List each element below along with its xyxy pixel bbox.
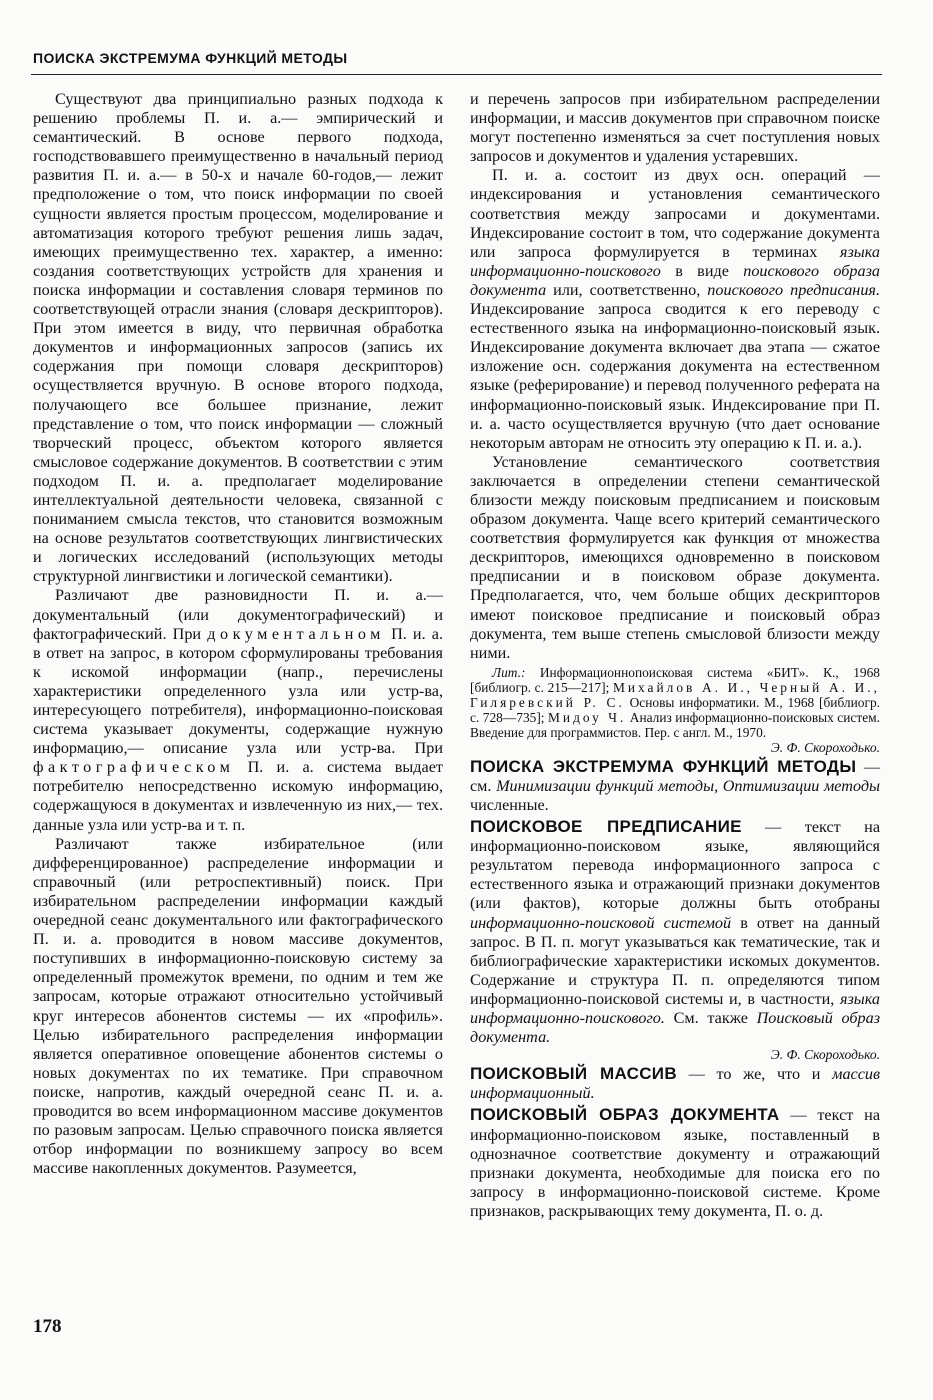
entry-heading: ПОИСКА ЭКСТРЕМУМА ФУНКЦИЙ МЕТОДЫ <box>470 756 857 776</box>
link-term-prescription: поискового предписания. <box>707 280 880 299</box>
entry-heading: ПОИСКОВЫЙ МАССИВ <box>470 1064 677 1084</box>
paragraph-semantic-match: Установление семантического соответствия заключается в определении степени семантической близости между поисковым предписанием и поисковым образом документа. Чаще всего критерий семантического соответствия формулируется как функция от множества дескрипторов, имеющихся одновременно в поисковом предписании и в поисковом образе документа. Предполагается, что, чем больше общих дескрипторов имеют поисковое предписание и поисковый образ документа, тем выше степень смысловой близости между ними. <box>470 452 880 662</box>
paragraph-continuation: и перечень запросов при избирательном распределении информации, и массив документов при справочном поиске могут постепенно изменяться за счет поступления новых запросов и документов и удаления устаревших. <box>470 90 880 166</box>
header-rule <box>31 74 882 75</box>
left-column <box>33 90 443 1178</box>
entry-heading: ПОИСКОВОЕ ПРЕДПИСАНИЕ <box>470 817 742 837</box>
entry-search-prescription: ПОИСКОВОЕ ПРЕДПИСАНИЕ — текст на информационно-поисковом языке, являющийся результатом перевода информационного запроса с естественного языка и отражающий признаки документов (или фактов), которые должны быть отобраны информационно-поисковой системой в ответ на данный запрос. В П. п. могут указываться как тематические, так и библиографические характеристики искомых документов. Содержание и структура П. п. определяются типом информационно-поисковой системы и, в частности, языка информационно-поискового. См. также Поисковый образ документа. <box>470 817 881 1047</box>
entry-search-array: ПОИСКОВЫЙ МАССИВ — то же, что и массив информационный. <box>470 1064 881 1103</box>
author-signature: Э. Ф. Скороходько. <box>770 1047 880 1063</box>
spaced-term-documentary: документальном <box>207 624 385 643</box>
link-term-language: языка информационно-поискового <box>470 242 880 280</box>
paragraph-varieties: Различают две разновидности П. и. а.— документальный (или документографический) и фактографический. При документальном П. и. а. в ответ на запрос, в котором сформулированы требования к искомой информации (напр., перечислены характеристики определенного узла или устр-ва, интересующего потребителя), информационно-поисковая система указывает документы, содержащие нужную информацию,— описание узла или устр-ва. При фактографическом П. и. а. система выдает потребителю непосредственно искомую информацию, содержащуюся в документах и извлеченную из них,— тех. данные узла или устр-ва и т. п. <box>33 586 444 834</box>
right-column <box>470 90 880 1221</box>
entry-heading: ПОИСКОВЫЙ ОБРАЗ ДОКУМЕНТА <box>470 1105 780 1125</box>
spaced-term-factographic: фактографическом <box>33 758 235 777</box>
paragraph-distribution: Различают также избирательное (или дифференцированное) распределение информации и справочный (или ретроспективный) поиск. При избирательном распределении информации каждый очередной сеанс документального или фактографического П. и. а. проводится в новом массиве документов, поступивших в информационно-поисковую систему за определенный промежуток времени, по одним и тем же запросам, которые отражают относительно устойчивый круг интересов абонентов системы — их «профиль». Целью избирательного распределения информации является оперативное оповещение абонентов системы о новых документах по их тематике. При справочном поиске, напротив, каждый очередной сеанс П. и. а. проводится во всем информационном массиве документов по разовым запросам. Целью справочного поиска является отбор информации по возникшему запросу во всем массиве накопленных документов. Разумеется, <box>33 834 443 1178</box>
literature-list: Лит.: Информационнопоисковая система «БИТ». К., 1968 [библиогр. с. 215—217]; Михайлов А. И., Черный А. И., Гиляревский Р. С. Основы информатики. М., 1968 [библиогр. с. 728—735]; Мидоу Ч. Анализ информационно-поисковых систем. Введение для программистов. Пер. с англ. М., 1970. <box>470 664 881 740</box>
author-signature: Э. Ф. Скороходько. <box>770 739 880 755</box>
entry-search-image: ПОИСКОВЫЙ ОБРАЗ ДОКУМЕНТА — текст на информационно-поисковом языке, поставленный в однозначное соответствие документу и отражающий признаки документа, необходимые для поиска его по запросу в информационно-поисковой системе. Кроме признаков, раскрывающих тему документа, П. о. д. <box>470 1105 881 1220</box>
paragraph-indexing: П. и. а. состоит из двух осн. операций — индексирования и установления семантического соответствия между запросами и документами. Индексирование состоит в том, что содержание документа или запроса формулируется в терминах языка информационно-поискового в виде поискового образа документа или, соответственно, поискового предписания. Индексирование запроса сводится к его переводу с естественного языка на информационно-поисковый язык. Индексирование документа включает два этапа — сжатое изложение осн. содержания документа на естественном языке (реферирование) и перевод полученного реферата на информационно-поисковый язык. Индексирование при П. и. а. часто осуществляется вручную (что дает основание некоторым авторам не относить эту операцию к П. и. а.). <box>470 166 881 452</box>
running-head: ПОИСКА ЭКСТРЕМУМА ФУНКЦИЙ МЕТОДЫ <box>33 50 348 66</box>
page-number: 178 <box>33 1316 62 1337</box>
link-term-search-image: поискового образа документа <box>470 261 881 299</box>
paragraph-approaches: Существуют два принципиально разных подхода к решению проблемы П. и. а.— эмпирический и семантический. В основе первого подхода, господствовавшего преимущественно в начальный период развития П. и. а.— в 50-х и начале 60-годов,— лежит предположение о том, что поиск информации по своей сущности является простым процессом, моделирование и автоматизация которого требуют решения лишь задач, имеющих преимущественно тех. характер, а именно: создания соответствующих устройств для хранения и поиска информации и составления словаря терминов по соответствующей отрасли знания (словаря дескрипторов). При этом имеется в виду, что первичная обработка документов и информационных запросов (запись их содержания при помощи словаря дескрипторов) осуществляется вручную. В основе второго подхода, получающего все большее признание, лежит представление о том, что поиск информации — сложный творческий процесс, объектом которого является смысловое содержание документов. В соответствии с этим подходом П. и. а. предполагает моделирование интеллектуальной деятельности человека, связанной с пониманием смысла текстов, что становится возможным на основе результатов соответствующих лингвистических и логических исследований (использующих методы структурной лингвистики и логической семантики). <box>33 90 443 586</box>
entry-extremum-methods: ПОИСКА ЭКСТРЕМУМА ФУНКЦИЙ МЕТОДЫ — см. Минимизации функций методы, Оптимизации методы численные. <box>470 756 881 814</box>
